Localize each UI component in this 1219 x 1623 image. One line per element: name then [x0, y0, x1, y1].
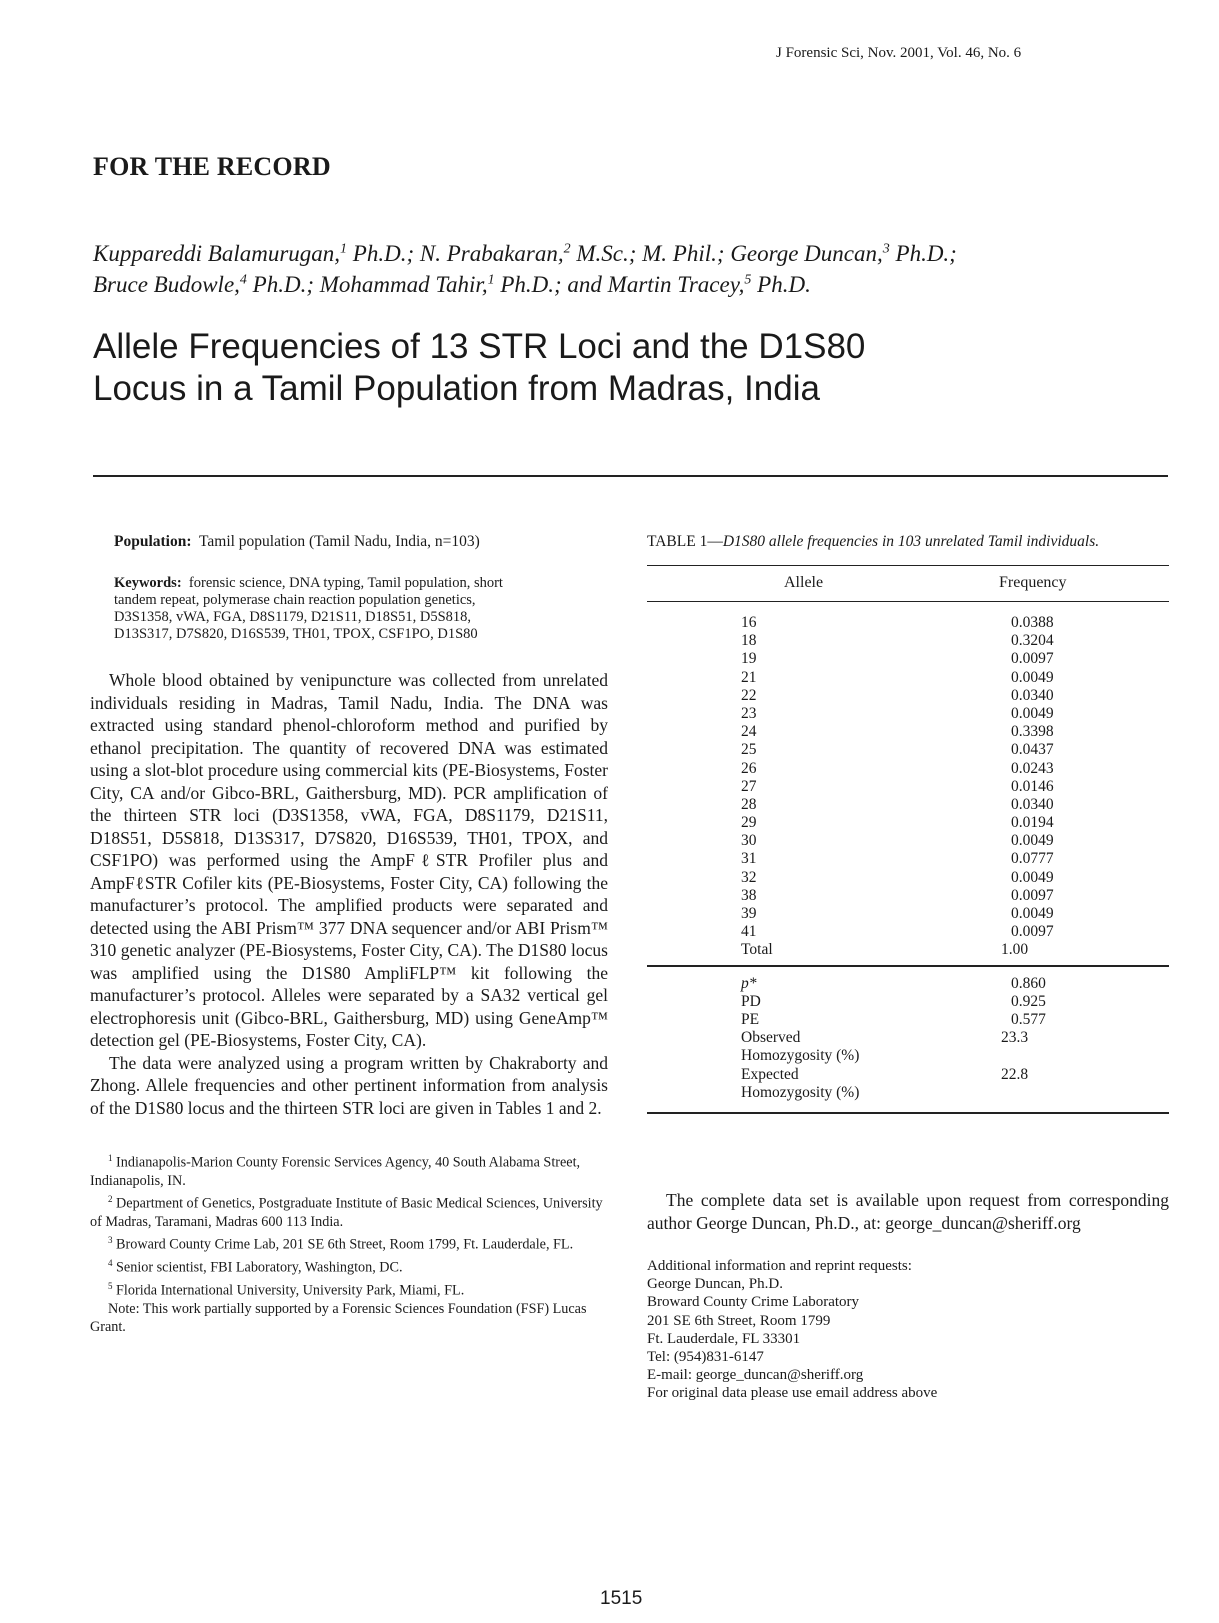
footnote-mark: 5	[108, 1281, 113, 1292]
table-row	[647, 778, 1169, 796]
keywords-line: forensic science, DNA typing, Tamil population, short	[188, 575, 503, 591]
author-affiliation-mark: 2	[563, 241, 571, 257]
allele-cell: 24	[741, 723, 757, 741]
author-affiliation-mark: 4	[239, 272, 247, 288]
footnote	[90, 1231, 608, 1254]
author-degree: Ph.D.;	[889, 241, 957, 266]
frequency-cell: 0.0097	[1011, 923, 1054, 941]
footnotes	[90, 1149, 608, 1337]
footnote	[90, 1277, 608, 1300]
allele-cell: 32	[741, 868, 757, 886]
table-row	[647, 760, 1169, 778]
allele-cell: 31	[741, 850, 757, 868]
stat-value: 0.860	[1011, 974, 1046, 992]
table-row	[647, 650, 1169, 668]
frequency-cell: 0.3204	[1011, 632, 1054, 650]
table-row	[647, 687, 1169, 705]
frequency-cell: 0.0097	[1011, 650, 1054, 668]
footnote-text: Department of Genetics, Postgraduate Institute of Basic Medical Sciences, University of Madras, Taramani, Madras 600 113 India.	[90, 1195, 603, 1231]
allele-cell: 21	[741, 668, 757, 686]
allele-cell: 41	[741, 923, 757, 941]
allele-cell: 25	[741, 741, 757, 759]
title-divider	[93, 475, 1168, 477]
keywords-label: Keywords:	[114, 575, 182, 591]
body-text	[90, 669, 608, 1119]
body-paragraph: Whole blood obtained by venipuncture was collected from unrelated individuals residing in Madras, Tamil Nadu, India. The DNA was extracted using standard phenol-chloroform method and purified by ethanol precipitation. The quantity of recovered DNA was estimated using a slot-blot procedure using commercial kits (PE-Biosystems, Foster City, CA and/or Gibco-BRL, Gaithersburg, MD). PCR amplification of the thirteen STR loci (D3S1358, vWA, FGA, D8S1179, D21S11, D18S51, D5S818, D13S317, D7S820, D16S539, TH01, TPOX, and CSF1PO) was performed using the AmpFℓSTR Profiler plus and AmpFℓSTR Cofiler kits (PE-Biosystems, Foster City, CA) following the manufacturer’s protocol. The amplified products were separated and detected using the ABI Prism™ 377 DNA sequencer and/or ABI Prism™ 310 genetic analyzer (PE-Biosystems, Foster City, CA). The D1S80 locus was amplified using the D1S80 AmpliFLP™ kit following the manufacturer’s protocol. Alleles were separated by a SA32 vertical gel electrophoresis unit (Gibco-BRL, Gaithersburg, MD) using GeneAmp™ detection gel (PE-Biosystems, Foster City, CA).	[90, 670, 608, 1050]
allele-cell: 39	[741, 905, 757, 922]
table-row	[647, 887, 1169, 905]
contact-line: For original data please use email address above	[647, 1385, 938, 1402]
author-name: Mohammad Tahir,	[319, 272, 488, 297]
author-degree: Ph.D.	[751, 272, 811, 297]
author-degree: M.Sc.; M. Phil.;	[570, 241, 731, 266]
allele-cell: 26	[741, 759, 757, 777]
footnote-text: Indianapolis-Marion County Forensic Services Agency, 40 South Alabama Street, Indianapolis, IN.	[90, 1154, 581, 1189]
stat-label: Expected	[741, 1065, 799, 1083]
author-affiliation-mark: 3	[882, 241, 890, 257]
table-row	[647, 923, 1169, 941]
table-row	[647, 796, 1169, 814]
stat-label: PD	[741, 992, 761, 1010]
allele-cell: 38	[741, 886, 757, 904]
author-affiliation-mark: 1	[487, 272, 495, 288]
section-label: FOR THE RECORD	[93, 152, 331, 181]
table-row	[647, 669, 1169, 687]
footnote-text: Broward County Crime Lab, 201 SE 6th Street, Room 1799, Ft. Lauderdale, FL.	[112, 1237, 574, 1254]
title-line: Allele Frequencies of 13 STR Loci and the D1S80	[93, 327, 866, 366]
footnote	[90, 1254, 608, 1277]
allele-cell: 28	[741, 795, 757, 813]
author-list	[93, 238, 1173, 300]
stats-row	[647, 1011, 1169, 1029]
frequency-cell: 0.0340	[1011, 795, 1054, 813]
allele-cell: 22	[741, 686, 757, 704]
contact-line: Ft. Lauderdale, FL 33301	[647, 1330, 801, 1347]
table-caption-text: D1S80 allele frequencies in 103 unrelated Tamil individuals.	[722, 533, 1100, 550]
stats-row	[647, 1047, 1169, 1065]
table-stats	[647, 967, 1169, 1112]
allele-cell: 23	[741, 704, 757, 722]
allele-cell: 19	[741, 650, 757, 668]
table-header	[647, 566, 1169, 601]
stats-row	[647, 1066, 1169, 1084]
table-row	[647, 632, 1169, 650]
table-caption	[647, 533, 1169, 551]
stat-value: 0.577	[1011, 1010, 1046, 1028]
right-column	[647, 533, 1169, 1114]
table-row	[647, 850, 1169, 868]
table-row	[647, 869, 1169, 887]
data-availability-text: The complete data set is available upon request from corresponding author George Duncan, Ph.D., at: george_duncan@sheriff.org	[647, 1190, 1169, 1233]
stat-label: Observed	[741, 1029, 801, 1047]
frequency-cell: 0.0049	[1011, 668, 1054, 686]
table-row	[647, 705, 1169, 723]
footnote-mark: 4	[108, 1258, 113, 1269]
contact-line: Additional information and reprint requests:	[647, 1258, 912, 1274]
title-line: Locus in a Tamil Population from Madras, India	[93, 369, 820, 408]
article-title	[93, 326, 1173, 410]
frequency-cell: 0.0049	[1011, 832, 1054, 850]
author-affiliation-mark: 1	[340, 241, 348, 257]
stat-label-italic: p*	[741, 974, 757, 992]
table-bottom-rule	[647, 1112, 1169, 1114]
frequency-cell: 0.3398	[1011, 723, 1054, 741]
stat-label	[741, 975, 757, 993]
footnote	[90, 1300, 608, 1336]
data-availability	[647, 1189, 1169, 1234]
stat-value: 0.925	[1011, 992, 1046, 1010]
frequency-cell: 0.0340	[1011, 686, 1054, 704]
journal-header: J Forensic Sci, Nov. 2001, Vol. 46, No. 6	[776, 45, 1022, 61]
frequency-cell: 0.0049	[1011, 905, 1054, 922]
author-degree: Ph.D.;	[246, 272, 320, 297]
frequency-cell: 0.0388	[1011, 614, 1054, 631]
author-name: George Duncan,	[730, 241, 883, 266]
stats-row	[647, 1084, 1169, 1102]
footnote-text: Florida International University, University Park, Miami, FL.	[112, 1282, 465, 1299]
table-body	[647, 602, 1169, 965]
contact-line: Broward County Crime Laboratory	[647, 1294, 860, 1311]
table-caption-prefix: TABLE 1—	[647, 533, 723, 550]
allele-cell: 30	[741, 832, 757, 850]
contact-block	[647, 1257, 1169, 1403]
allele-cell: 27	[741, 777, 757, 795]
frequency-cell: 0.0049	[1011, 704, 1054, 722]
author-name: N. Prabakaran,	[419, 241, 564, 266]
body-paragraph: The data were analyzed using a program written by Chakraborty and Zhong. Allele frequencies and other pertinent information from analysis of the D1S80 locus and the thirteen STR loci are given in Tables 1 and 2.	[90, 1052, 608, 1118]
keywords-line: D13S317, D7S820, D16S539, TH01, TPOX, CSF1PO, D1S80	[114, 626, 478, 642]
author-degree: Ph.D.;	[347, 241, 420, 266]
table-row	[647, 614, 1169, 632]
table-row	[647, 832, 1169, 850]
population-line	[90, 533, 608, 550]
contact-line: George Duncan, Ph.D.	[647, 1276, 783, 1293]
table-row	[647, 723, 1169, 741]
author-name: Martin Tracey,	[607, 272, 745, 297]
footnote-mark: 1	[108, 1153, 113, 1163]
contact-line: 201 SE 6th Street, Room 1799	[647, 1312, 831, 1329]
author-degree: Ph.D.; and	[494, 272, 608, 297]
stats-row	[647, 1029, 1169, 1047]
frequency-cell: 0.0097	[1011, 886, 1054, 904]
stat-label: PE	[741, 1010, 760, 1028]
frequency-cell: 1.00	[1001, 941, 1029, 959]
allele-cell: 29	[741, 814, 757, 832]
allele-cell: Total	[741, 941, 773, 959]
author-affiliation-mark: 5	[744, 272, 752, 288]
keywords-block	[90, 575, 608, 643]
frequency-cell: 0.0049	[1011, 868, 1054, 886]
frequency-cell: 0.0194	[1011, 814, 1054, 832]
page-number: 1515	[600, 1588, 643, 1609]
table-row	[647, 814, 1169, 832]
contact-line: E-mail: george_duncan@sheriff.org	[647, 1367, 864, 1384]
footnote-mark: 2	[108, 1194, 113, 1205]
keywords-line: tandem repeat, polymerase chain reaction population genetics,	[114, 592, 476, 608]
table-row	[647, 941, 1169, 959]
stat-value: 23.3	[1001, 1029, 1029, 1047]
column-header-frequency: Frequency	[999, 574, 1067, 591]
column-header-allele: Allele	[784, 574, 824, 591]
footnote-text: Note: This work partially supported by a Forensic Sciences Foundation (FSF) Lucas Grant.	[90, 1301, 587, 1336]
footnote	[90, 1190, 608, 1231]
stats-row	[647, 993, 1169, 1011]
table-row	[647, 905, 1169, 923]
table-row	[647, 741, 1169, 759]
footnote-mark: 3	[108, 1235, 113, 1246]
frequency-cell: 0.0146	[1011, 777, 1054, 795]
frequency-cell: 0.0777	[1011, 850, 1054, 868]
contact-line: Tel: (954)831-6147	[647, 1349, 764, 1366]
frequency-cell: 0.0437	[1011, 741, 1054, 759]
stat-label: Homozygosity (%)	[741, 1047, 860, 1065]
stats-row	[647, 975, 1169, 993]
population-label: Population:	[114, 533, 192, 550]
author-name: Bruce Budowle,	[93, 272, 240, 297]
population-text: Tamil population (Tamil Nadu, India, n=103)	[199, 533, 480, 550]
stat-value: 22.8	[1001, 1065, 1029, 1083]
left-column	[90, 533, 608, 1337]
allele-cell: 18	[741, 632, 757, 650]
footnote	[90, 1149, 608, 1190]
frequency-cell: 0.0243	[1011, 759, 1054, 777]
allele-cell: 16	[741, 614, 757, 631]
keywords-line: D3S1358, vWA, FGA, D8S1179, D21S11, D18S51, D5S818,	[114, 609, 472, 625]
author-name: Kuppareddi Balamurugan,	[93, 241, 341, 266]
footnote-text: Senior scientist, FBI Laboratory, Washington, DC.	[112, 1259, 403, 1276]
stat-label: Homozygosity (%)	[741, 1083, 860, 1101]
